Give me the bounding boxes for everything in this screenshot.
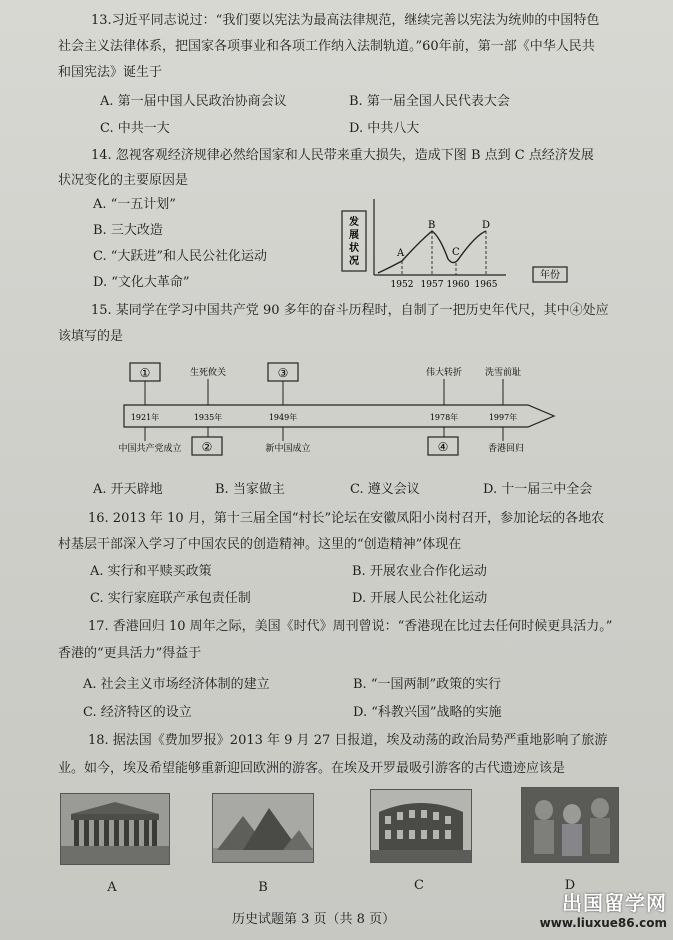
timeline-top-1: ① (139, 366, 151, 380)
timeline-year: 1921年 (130, 413, 160, 422)
q16-option-d: D. 开展人民公社化运动 (352, 591, 488, 606)
timeline-year: 1997年 (488, 413, 518, 422)
q14-option-c: C. “大跃进”和人民公社化运动 (93, 249, 268, 264)
timeline-bottom-4: ④ (437, 440, 449, 454)
q17-option-a: A. 社会主义市场经济体制的建立 (83, 677, 270, 692)
q18-image-b-pyramids (212, 793, 314, 863)
q18-label-c: C (414, 878, 424, 893)
watermark (540, 887, 667, 930)
chart-year: 1965 (474, 280, 498, 289)
q17-option-c: C. 经济特区的设立 (83, 705, 192, 720)
chart-point-a: A (397, 248, 405, 259)
q14-option-a: A. “一五计划” (93, 197, 176, 212)
q13-option-a: A. 第一届中国人民政治协商会议 (100, 94, 287, 109)
q15-option-a: A. 开天辟地 (93, 482, 163, 497)
chart-ylabel-char: 发 (349, 217, 359, 228)
chart-point-c: C (452, 247, 460, 258)
chart-ylabel-char: 展 (349, 230, 359, 241)
q18-stem-line1: 18. 据法国《费加罗报》2013 年 9 月 27 日报道，埃及动荡的政治局势严重地影响了旅游 (88, 733, 608, 748)
q17-stem-line2: 香港的“更具活力”得益于 (58, 646, 202, 661)
q15-timeline (108, 355, 558, 475)
q14-stem-line2: 状况变化的主要原因是 (58, 173, 189, 188)
timeline-year: 1935年 (193, 413, 223, 422)
q13-option-c: C. 中共一大 (100, 121, 170, 136)
timeline-bottom-5: 香港回归 (487, 444, 525, 454)
chart-xlabel: 年份 (540, 270, 560, 281)
timeline-bottom-3: 新中国成立 (265, 444, 311, 454)
q13-stem-line2: 社会主义法律体系，把国家各项事业和各项工作纳入法制轨道。”60年前，第一部《中华人民共 (58, 39, 595, 54)
q17-stem-line1: 17. 香港回归 10 周年之际，美国《时代》周刊曾说：“香港现在比过去任何时候更具活力。” (88, 619, 613, 634)
q18-stem-line2: 业。如今，埃及希望能够重新迎回欧洲的游客。在埃及开罗最吸引游客的古代遗迹应该是 (58, 761, 566, 776)
timeline-bottom-1: 中国共产党成立 (118, 444, 182, 454)
q13-stem-line1: 13.习近平同志说过：“我们要以宪法为最高法律规范，继续完善以宪法为统帅的中国特色 (91, 13, 600, 28)
timeline-year: 1949年 (268, 413, 298, 422)
q18-image-a-parthenon (60, 793, 170, 865)
q16-option-c: C. 实行家庭联产承包责任制 (90, 591, 251, 606)
q15-option-d: D. 十一届三中全会 (483, 482, 593, 497)
timeline-top-3: ③ (277, 366, 289, 380)
q13-option-b: B. 第一届全国人民代表大会 (349, 94, 510, 109)
q16-option-b: B. 开展农业合作化运动 (352, 564, 487, 579)
chart-ylabel-char: 况 (349, 256, 359, 267)
chart-year: 1960 (446, 280, 470, 289)
page-footer: 历史试题第 3 页（共 8 页） (232, 912, 396, 927)
q18-image-d-terracotta (521, 787, 619, 863)
q16-option-a: A. 实行和平赎买政策 (90, 564, 212, 579)
q14-stem-line1: 14. 忽视客观经济规律必然给国家和人民带来重大损失，造成下图 B 点到 C 点经济发展 (91, 148, 594, 163)
q15-option-b: B. 当家做主 (215, 482, 285, 497)
timeline-bottom-2: ② (201, 440, 213, 454)
chart-year: 1952 (390, 280, 414, 289)
q18-label-a: A (107, 880, 117, 895)
q14-option-d: D. “文化大革命” (93, 275, 190, 290)
q15-stem-line2: 该填写的是 (58, 329, 124, 344)
chart-point-b: B (428, 220, 436, 231)
q14-economic-chart (336, 193, 576, 289)
timeline-top-5: 洗雪前耻 (484, 368, 522, 378)
q18-label-b: B (258, 880, 268, 895)
q17-option-d: D. “科教兴国”战略的实施 (353, 705, 502, 720)
q16-stem-line2: 村基层干部深入学习了中国农民的创造精神。这里的“创造精神”体现在 (58, 537, 462, 552)
chart-point-d: D (482, 220, 491, 231)
chart-ylabel-char: 状 (349, 243, 359, 254)
q14-option-b: B. 三大改造 (93, 223, 163, 238)
q18-label-d: D (564, 878, 576, 893)
q18-image-c-colosseum (370, 789, 472, 863)
chart-year: 1957 (420, 280, 444, 289)
timeline-year: 1978年 (429, 413, 459, 422)
q13-stem-line3: 和国宪法》诞生于 (58, 65, 163, 80)
watermark-title: 出国留学网 (562, 891, 667, 915)
q16-stem-line1: 16. 2013 年 10 月，第十三届全国“村长”论坛在安徽凤阳小岗村召开，参加论坛的各地农 (88, 511, 605, 526)
q15-option-c: C. 遵义会议 (350, 482, 420, 497)
timeline-top-4: 伟大转折 (425, 368, 463, 378)
q17-option-b: B. “一国两制”政策的实行 (353, 677, 502, 692)
watermark-url: www.liuxue86.com (539, 916, 667, 930)
q13-option-d: D. 中共八大 (349, 121, 420, 136)
timeline-top-2: 生死攸关 (189, 368, 227, 378)
q15-stem-line1: 15. 某同学在学习中国共产党 90 多年的奋斗历程时，自制了一把历史年代尺，其中④处应 (91, 303, 609, 318)
